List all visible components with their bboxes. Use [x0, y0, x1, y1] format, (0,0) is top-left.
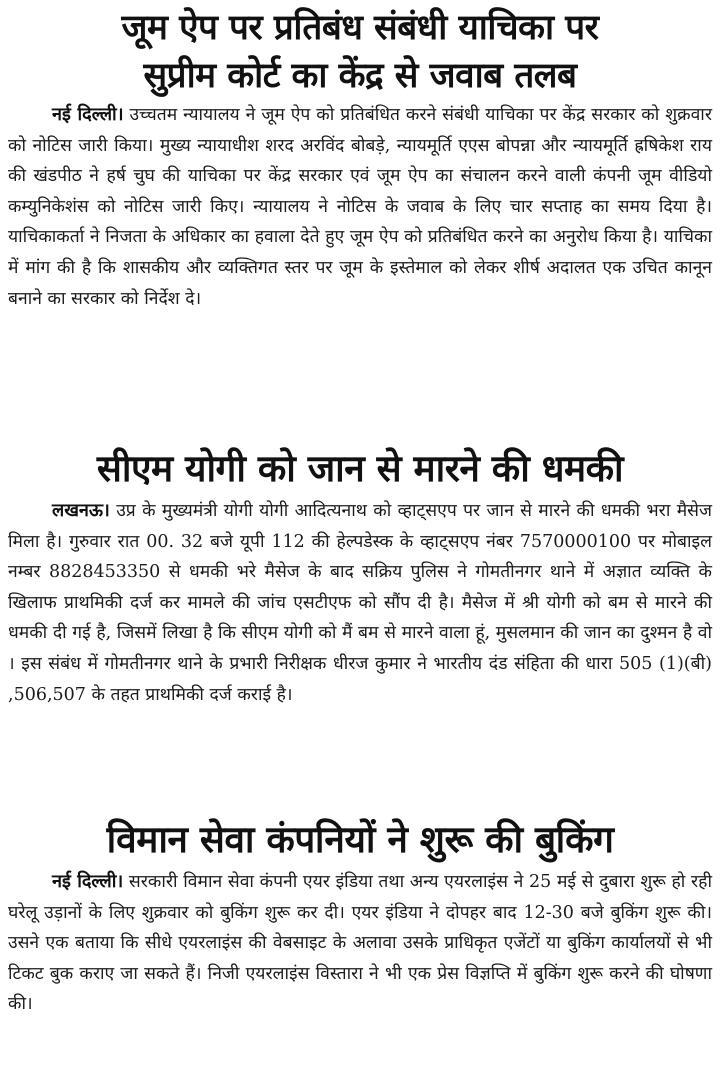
- headline-line-1: जूम ऐप पर प्रतिबंध संबंधी याचिका पर: [121, 8, 599, 48]
- headline-line-2: सुप्रीम कोर्ट का केंद्र से जवाब तलब: [143, 56, 577, 96]
- headline: [8, 4, 712, 100]
- article-airline-bookings: [8, 813, 712, 1020]
- article-cm-yogi-threat: [8, 442, 712, 710]
- body-text: सरकारी विमान सेवा कंपनी एयर इंडिया तथा अन्य एयरलाइंस ने 25 मई से दुबारा शुरू हो रही घरेलू उड़ानों के लिए शुक्रवार को बुकिंग शुरू कर दी। एयर इंडिया ने दोपहर बाद 12-30 बजे बुकिंग शुरू की। उसने एक बताया कि सीधे एयरलाइंस की वेबसाइट के अलावा उसके प्राधिकृत एजेंटों या बुकिंग कार्यालयों से भी टिकट बुक कराए जा सकते हैं। निजी एयरलाइंस विस्तारा ने भी एक प्रेस विज्ञप्ति में बुकिंग शुरू करने की घोषणा की।: [8, 872, 712, 1015]
- article-body: [8, 100, 712, 314]
- article-body: [8, 496, 712, 710]
- dateline: नई दिल्ली।: [52, 104, 124, 125]
- dateline: नई दिल्ली।: [52, 871, 124, 892]
- headline: विमान सेवा कंपनियों ने शुरू की बुकिंग: [106, 818, 614, 861]
- article-body: [8, 867, 712, 1020]
- dateline: लखनऊ।: [52, 500, 110, 521]
- body-text: उप्र के मुख्यमंत्री योगी योगी आदित्यनाथ को व्हाट्सएप पर जान से मारने की धमकी भरा मैसेज मिला है। गुरुवार रात 00. 32 बजे यूपी 112 की हेल्पडेस्क के व्हाट्सएप नंबर 7570000100 पर मोबाइल नम्बर 8828453350 से धमकी भरे मैसेज के बाद सक्रिय पुलिस ने गोमतीनगर थाने में अज्ञात व्यक्ति के खिलाफ प्राथमिकी दर्ज कर मामले की जांच एसटीएफ को सौंप दी है। मैसेज में श्री योगी को बम से मारने की धमकी दी गई है, जिसमें लिखा है कि सीएम योगी को मैं बम से मारने वाला हूं, मुसलमान की जान का दुश्मन है वो । इस संबंध में गोमतीनगर थाने के प्रभारी निरीक्षक धीरज कुमार ने भारतीय दंड संहिता की धारा 505 (1)(बी) ,506,507 के तहत प्राथमिकी दर्ज कराई है।: [8, 501, 712, 705]
- headline: सीएम योगी को जान से मारने की धमकी: [96, 447, 624, 490]
- body-text: उच्चतम न्यायालय ने जूम ऐप को प्रतिबंधित करने संबंधी याचिका पर केंद्र सरकार को शुक्रवार को नोटिस जारी किया। मुख्य न्यायाधीश शरद अरविंद बोबड़े, न्यायमूर्ति एएस बोपन्ना और न्यायमूर्ति ह्रषिकेश राय की खंडपीठ ने हर्ष चुघ की याचिका पर केंद्र सरकार एवं जूम ऐप का संचालन करने वाली कंपनी जूम वीडियो कम्युनिकेशंस को नोटिस जारी किए। न्यायालय ने नोटिस के जवाब के लिए चार सप्ताह का समय दिया है। याचिकाकर्ता ने निजता के अधिकार का हवाला देते हुए जूम ऐप को प्रतिबंधित करने का अनुरोध किया है। याचिका में मांग की है कि शासकीय और व्यक्तिगत स्तर पर जूम के इस्तेमाल को लेकर शीर्ष अदालत एक उचित कानून बनाने का सरकार को निर्देश दे।: [8, 105, 712, 309]
- article-zoom-app-petition: [8, 4, 712, 314]
